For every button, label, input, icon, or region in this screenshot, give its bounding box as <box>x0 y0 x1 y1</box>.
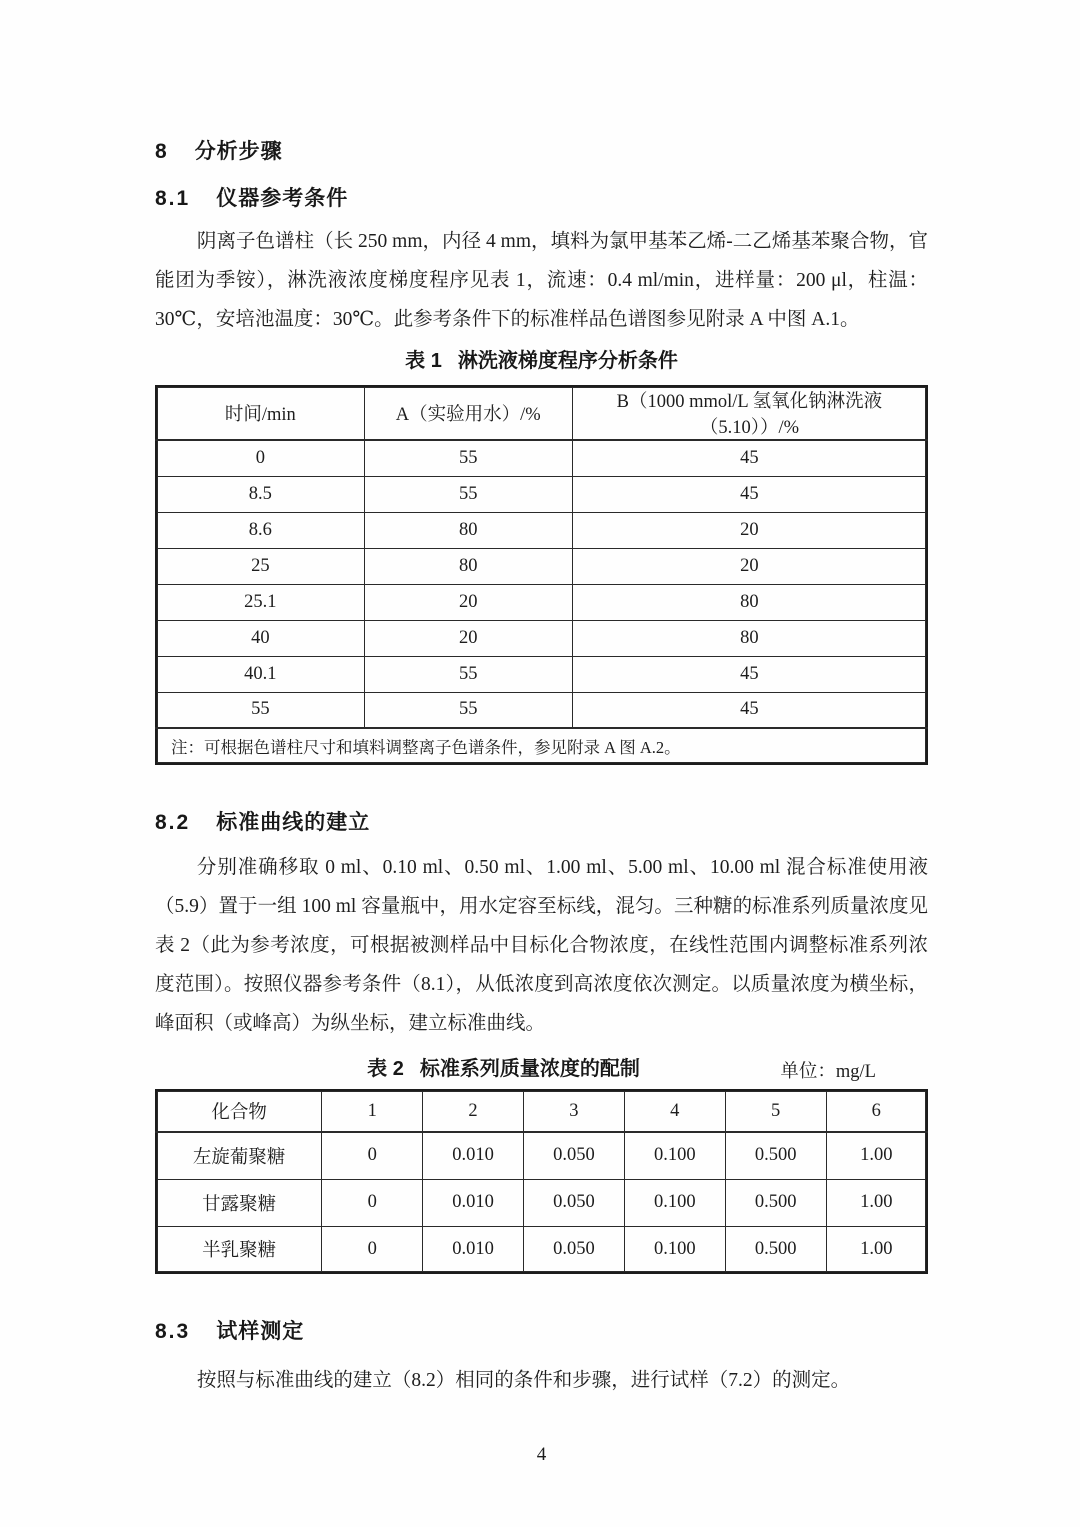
table-2-col-2: 2 <box>423 1090 524 1132</box>
table-cell: 8.6 <box>156 512 364 548</box>
table-cell: 25.1 <box>156 584 364 620</box>
table-cell: 45 <box>572 476 927 512</box>
table-cell: 55 <box>364 440 572 476</box>
table-cell: 0.050 <box>523 1179 624 1226</box>
table-2-unit-label: 单位：mg/L <box>780 1062 876 1082</box>
table-cell: 0.050 <box>523 1226 624 1273</box>
table-cell: 45 <box>572 656 927 692</box>
table-row <box>156 548 927 584</box>
section-8-3-number: 8.3 <box>155 1320 191 1343</box>
table-cell: 0 <box>322 1132 423 1179</box>
table-cell: 0.500 <box>725 1226 826 1273</box>
table-2-col-6: 6 <box>826 1090 927 1132</box>
table-row <box>156 512 927 548</box>
section-8-1-heading <box>155 187 928 210</box>
table-cell: 55 <box>364 656 572 692</box>
section-8-3-heading <box>155 1320 928 1343</box>
section-8-3-title: 试样测定 <box>216 1320 305 1343</box>
table-1-col-b: B（1000 mmol/L 氢氧化钠淋洗液（5.10））/% <box>572 386 927 440</box>
section-8-2-number: 8.2 <box>155 811 191 834</box>
section-8-1-title: 仪器参考条件 <box>216 187 349 210</box>
table-1-col-time: 时间/min <box>156 386 364 440</box>
table-cell: 0 <box>322 1226 423 1273</box>
table-2 <box>155 1089 928 1274</box>
table-2-col-5: 5 <box>725 1090 826 1132</box>
table-1-note: 注：可根据色谱柱尺寸和填料调整离子色谱条件，参见附录 A 图 A.2。 <box>156 728 927 764</box>
table-cell: 0.050 <box>523 1132 624 1179</box>
table-cell: 80 <box>364 512 572 548</box>
section-8-number: 8 <box>155 140 169 163</box>
table-1-caption <box>155 347 928 375</box>
table-cell: 80 <box>572 584 927 620</box>
section-8-1-number: 8.1 <box>155 187 191 210</box>
table-cell: 45 <box>572 440 927 476</box>
compound-name: 左旋葡聚糖 <box>156 1132 322 1179</box>
table-2-caption <box>117 1055 890 1083</box>
table-cell: 0.100 <box>624 1226 725 1273</box>
table-row <box>156 620 927 656</box>
table-1-caption-title: 淋洗液梯度程序分析条件 <box>457 350 678 372</box>
table-cell: 20 <box>364 584 572 620</box>
section-8-2-title: 标准曲线的建立 <box>216 811 371 834</box>
table-1-header-row <box>156 386 927 440</box>
section-8-1-paragraph: 阴离子色谱柱（长 250 mm，内径 4 mm，填料为氯甲基苯乙烯-二乙烯基苯聚合物，官能团为季铵），淋洗液浓度梯度程序见表 1，流速：0.4 ml/min，进样量：200 μl，柱温：30℃，安培池温度：30℃。此参考条件下的标准样品色谱图参见附录 A 中图 A.1。 <box>155 231 928 330</box>
table-cell: 40.1 <box>156 656 364 692</box>
table-2-caption-title: 标准系列质量浓度的配制 <box>419 1058 640 1080</box>
table-cell: 25 <box>156 548 364 584</box>
table-cell: 20 <box>364 620 572 656</box>
table-2-caption-label: 表 2 <box>367 1058 404 1080</box>
table-cell: 0.500 <box>725 1179 826 1226</box>
table-cell: 0 <box>156 440 364 476</box>
section-8-3-paragraph: 按照与标准曲线的建立（8.2）相同的条件和步骤，进行试样（7.2）的测定。 <box>196 1370 851 1391</box>
section-8-2-heading <box>155 811 928 834</box>
table-cell: 0.010 <box>423 1132 524 1179</box>
table-row <box>156 1132 927 1179</box>
table-2-header-row <box>156 1090 927 1132</box>
table-cell: 20 <box>572 512 927 548</box>
table-2-col-4: 4 <box>624 1090 725 1132</box>
section-8-2-paragraph: 分别准确移取 0 ml、0.10 ml、0.50 ml、1.00 ml、5.00 ml、10.00 ml 混合标准使用液（5.9）置于一组 100 ml 容量瓶中，用水定容至标线，混匀。三种糖的标准系列质量浓度见表 2（此为参考浓度，可根据被测样品中目标化合物浓度，在线性范围内调整标准系列浓度范围）。按照仪器参考条件（8.1），从低浓度到高浓度依次测定。以质量浓度为横坐标，峰面积（或峰高）为纵坐标，建立标准曲线。 <box>155 857 928 1034</box>
table-cell: 0.010 <box>423 1226 524 1273</box>
table-cell: 55 <box>364 476 572 512</box>
table-cell: 1.00 <box>826 1226 927 1273</box>
table-row <box>156 584 927 620</box>
table-cell: 45 <box>572 692 927 728</box>
table-1 <box>155 385 928 765</box>
table-cell: 0.100 <box>624 1179 725 1226</box>
section-8-title: 分析步骤 <box>194 140 283 163</box>
table-cell: 1.00 <box>826 1132 927 1179</box>
table-cell: 1.00 <box>826 1179 927 1226</box>
table-row <box>156 476 927 512</box>
table-cell: 0.010 <box>423 1179 524 1226</box>
page-number: 4 <box>536 1444 547 1465</box>
table-cell: 80 <box>364 548 572 584</box>
table-cell: 20 <box>572 548 927 584</box>
table-cell: 55 <box>364 692 572 728</box>
table-cell: 40 <box>156 620 364 656</box>
table-row <box>156 1179 927 1226</box>
compound-name: 半乳聚糖 <box>156 1226 322 1273</box>
table-1-note-row <box>156 728 927 764</box>
table-row <box>156 656 927 692</box>
table-2-col-compound: 化合物 <box>156 1090 322 1132</box>
section-8-heading <box>155 140 928 163</box>
table-cell: 0 <box>322 1179 423 1226</box>
table-2-col-3: 3 <box>523 1090 624 1132</box>
table-2-caption-row <box>155 1055 928 1083</box>
table-cell: 8.5 <box>156 476 364 512</box>
table-cell: 80 <box>572 620 927 656</box>
table-cell: 0.500 <box>725 1132 826 1179</box>
compound-name: 甘露聚糖 <box>156 1179 322 1226</box>
table-1-col-a: A（实验用水）/% <box>364 386 572 440</box>
table-row <box>156 440 927 476</box>
table-row <box>156 692 927 728</box>
table-2-col-1: 1 <box>322 1090 423 1132</box>
table-cell: 0.100 <box>624 1132 725 1179</box>
table-row <box>156 1226 927 1273</box>
table-1-caption-label: 表 1 <box>405 350 442 372</box>
table-cell: 55 <box>156 692 364 728</box>
